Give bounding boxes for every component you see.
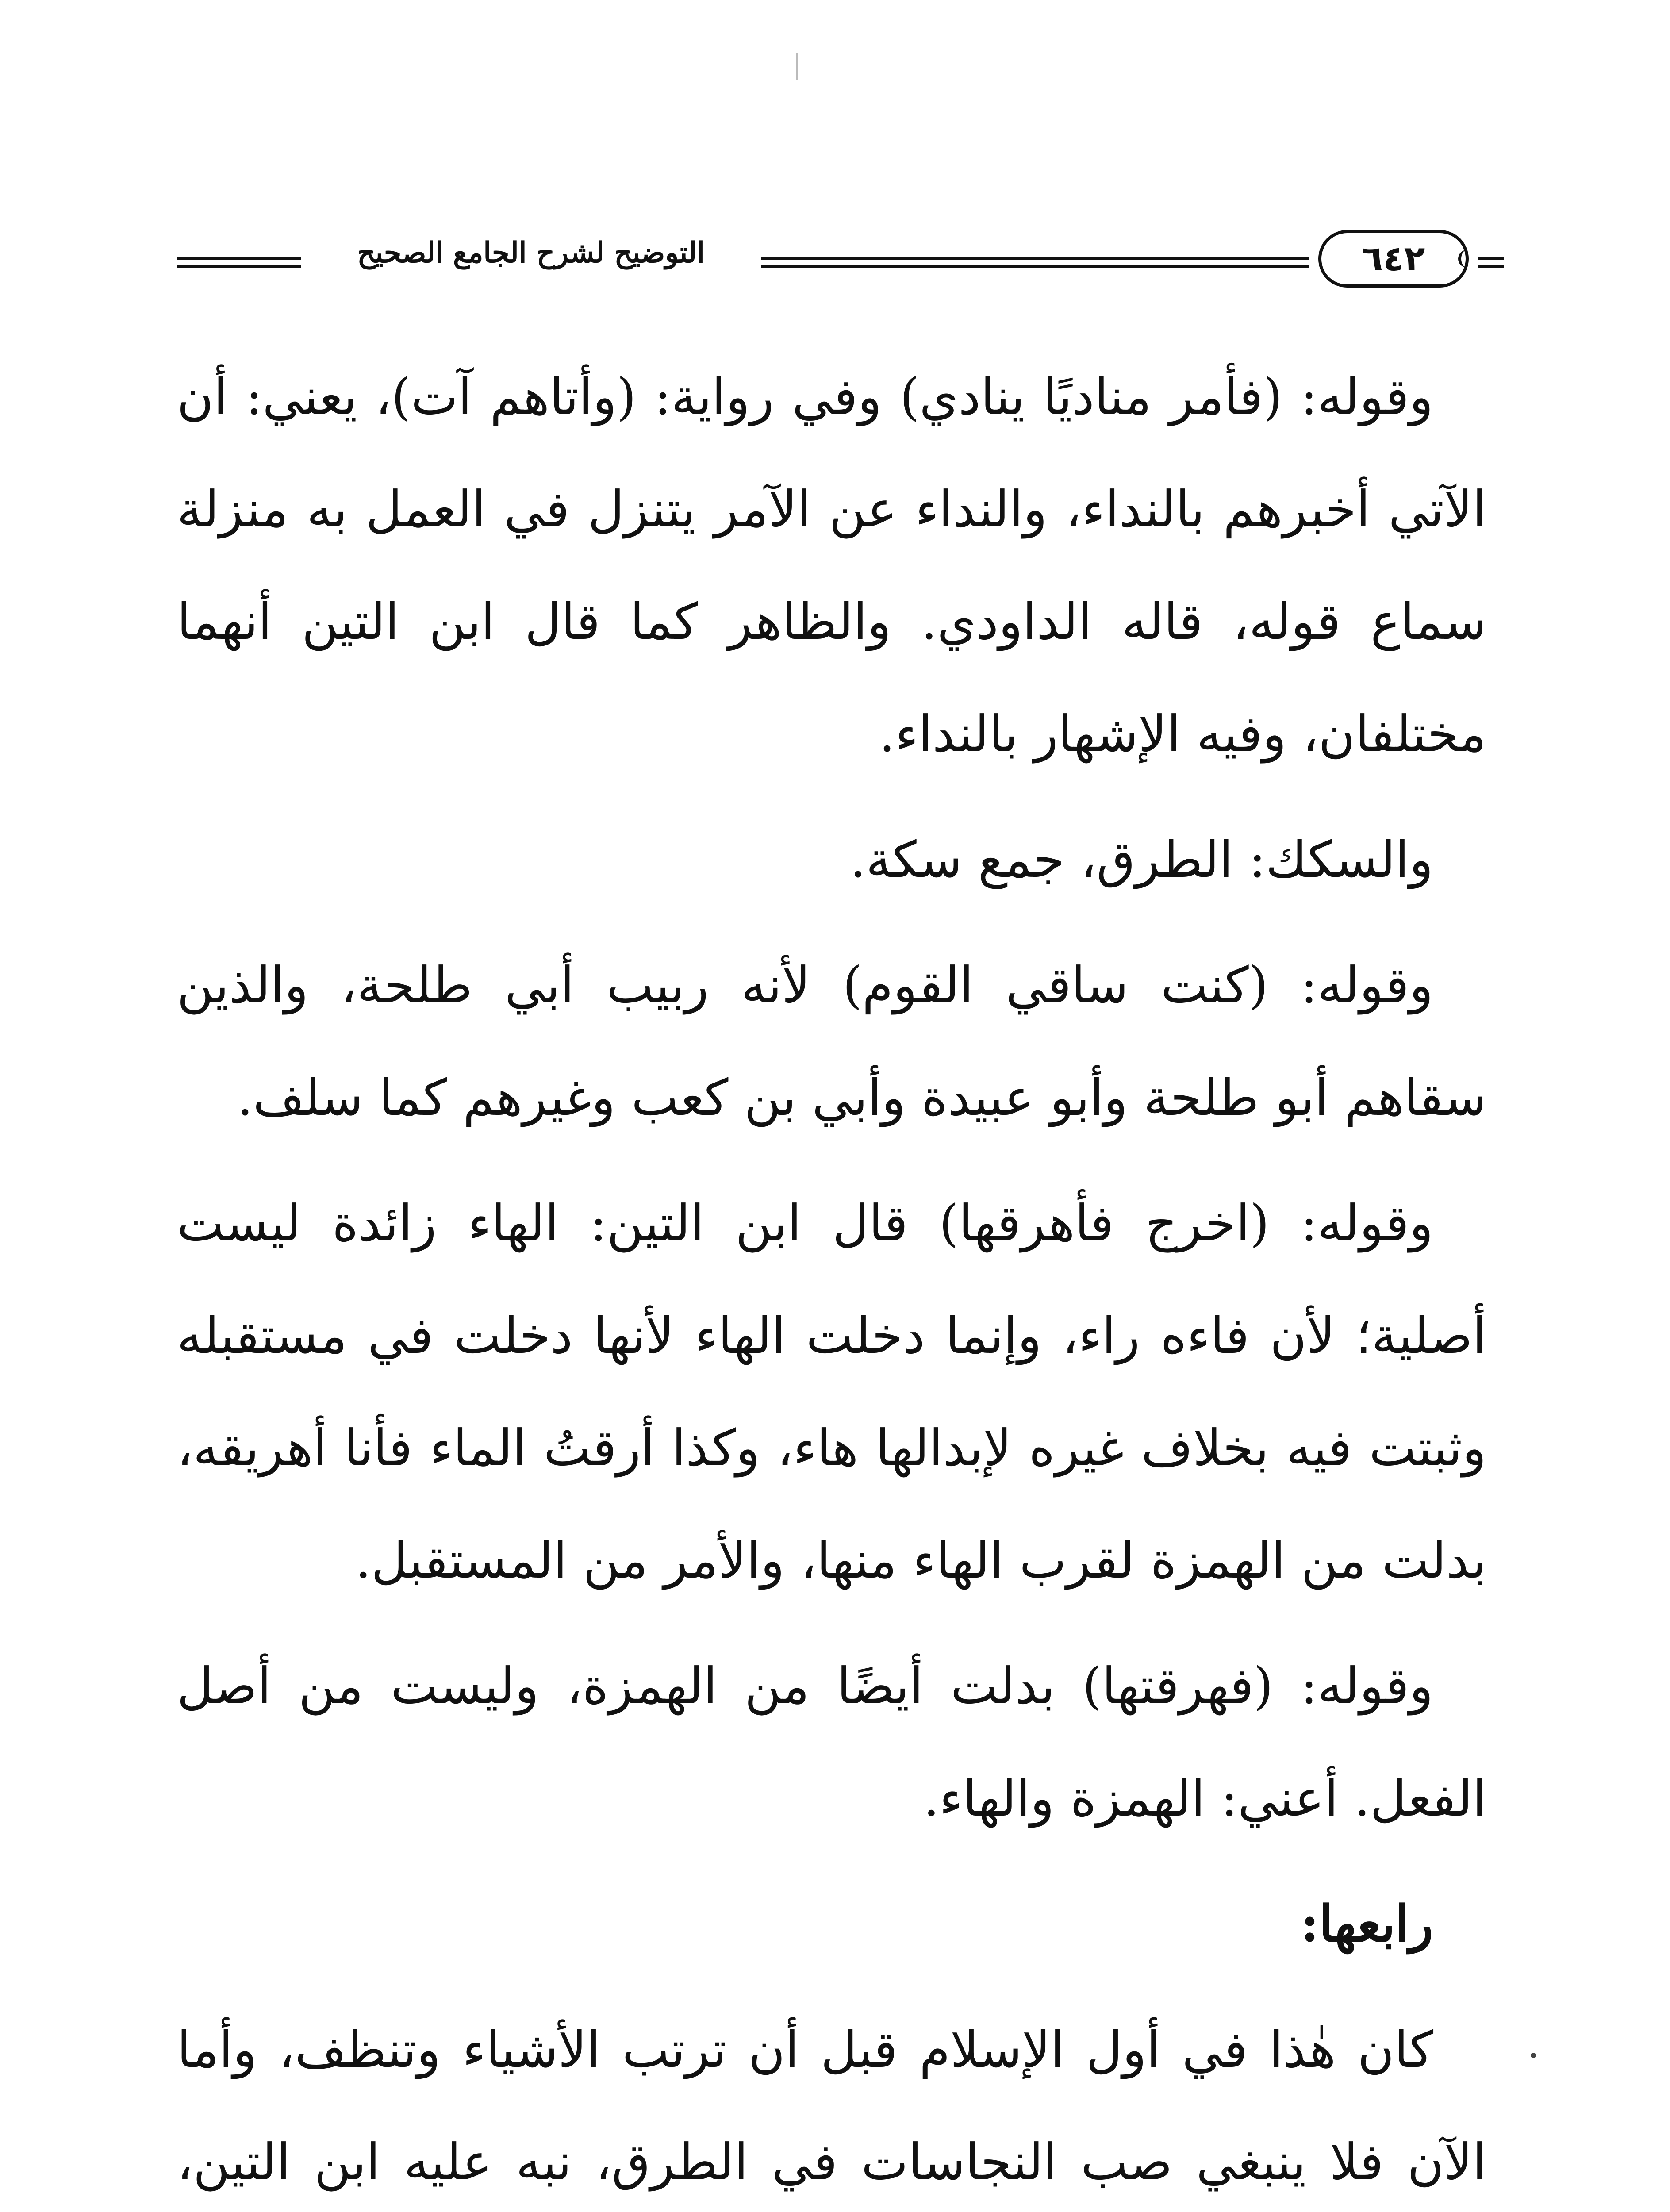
paragraph: وقوله: (اخرج فأهرقها) قال ابن التين: الهاء زائدة ليست أصلية؛ لأن فاءه راء، وإنما دخلت الهاء لأنها دخلت في مستقبله وثبتت فيه بخلاف غيره لإبدالها هاء، وكذا أرقتُ الماء فأنا أهريقه، بدلت من الهمزة لقرب الهاء منها، والأمر من المستقبل. bbox=[177, 1194, 1486, 1590]
running-header bbox=[177, 230, 1504, 292]
section-heading: رابعها: bbox=[1300, 1894, 1433, 1953]
paragraph: وقوله: (فهرقتها) بدلت أيضًا من الهمزة، وليست من أصل الفعل. أعني: الهمزة والهاء. bbox=[177, 1657, 1486, 1828]
header-rule-right bbox=[1478, 257, 1504, 260]
header-rule-left bbox=[177, 257, 301, 260]
header-rule-middle bbox=[761, 257, 1309, 260]
paragraph: كان هٰذا في أول الإسلام قبل أن ترتب الأشياء وتنظف، وأما الآن فلا ينبغي صب النجاسات في الطرق، نبه عليه ابن التين، bbox=[177, 2020, 1486, 2191]
scan-mark bbox=[796, 53, 798, 80]
margin-dot bbox=[1531, 2053, 1536, 2058]
paragraph: وقوله: (كنت ساقي القوم) لأنه ربيب أبي طلحة، والذين سقاهم أبو طلحة وأبو عبيدة وأبي بن كعب وغيرهم كما سلف. bbox=[177, 956, 1486, 1127]
running-title: التوضيح لشرح الجامع الصحيح bbox=[357, 236, 705, 269]
paragraph: وقوله: (فأمر مناديًا ينادي) وفي رواية: (وأتاهم آت)، يعني: أن الآتي أخبرهم بالنداء، والنداء عن الآمر يتنزل في العمل به منزلة سماع قوله، قاله الداودي. والظاهر كما قال ابن التين أنهما مختلفان، وفيه الإشهار بالنداء. bbox=[177, 368, 1486, 763]
body-text bbox=[177, 341, 1486, 2212]
paragraph: والسكك: الطرق، جمع سكة. bbox=[850, 830, 1433, 889]
page-number: ٦٤٢ bbox=[1318, 230, 1469, 288]
